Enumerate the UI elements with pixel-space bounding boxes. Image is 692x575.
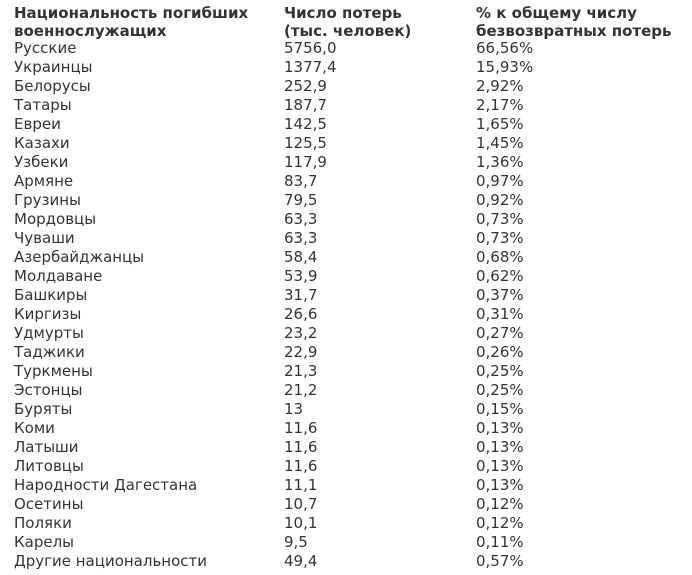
nationality-cell: Эстонцы [14,381,83,399]
nationality-cell: Грузины [14,191,81,209]
nationality-cell: Туркмены [14,362,93,380]
losses-cell: 10,7 [284,495,318,513]
nationality-cell: Удмурты [14,324,84,342]
percent-cell: 0,73% [476,229,524,247]
losses-cell: 53,9 [284,267,318,285]
percent-cell: 1,36% [476,153,524,171]
percent-cell: 0,25% [476,362,524,380]
table-body [0,39,692,571]
percent-cell: 0,12% [476,514,524,532]
losses-cell: 83,7 [284,172,318,190]
losses-cell: 142,5 [284,115,327,133]
table-row [0,39,692,58]
table-row [0,172,692,191]
nationality-cell: Чуваши [14,229,75,247]
header-losses [284,4,411,40]
percent-cell: 0,27% [476,324,524,342]
percent-cell: 66,56% [476,39,534,57]
table-row [0,153,692,172]
percent-cell: 0,15% [476,400,524,418]
nationality-cell: Армяне [14,172,74,190]
losses-cell: 11,6 [284,419,318,437]
losses-cell: 49,4 [284,552,318,570]
percent-cell: 0,13% [476,457,524,475]
losses-cell: 11,1 [284,476,318,494]
percent-cell: 1,45% [476,134,524,152]
table-row [0,210,692,229]
header-nationality-line-2: военнослужащих [14,22,167,40]
header-nationality [14,4,248,40]
losses-cell: 11,6 [284,438,318,456]
table-row [0,457,692,476]
percent-cell: 0,31% [476,305,524,323]
percent-cell: 0,11% [476,533,524,551]
losses-cell: 187,7 [284,96,327,114]
table-row [0,438,692,457]
percent-cell: 2,17% [476,96,524,114]
nationality-cell: Мордовцы [14,210,97,228]
table-row [0,362,692,381]
nationality-cell: Казахи [14,134,70,152]
table-row [0,267,692,286]
table-row [0,381,692,400]
table-row [0,115,692,134]
losses-cell: 9,5 [284,533,308,551]
losses-cell: 79,5 [284,191,318,209]
table-row [0,514,692,533]
table-row [0,96,692,115]
nationality-cell: Карелы [14,533,75,551]
table-row [0,476,692,495]
nationality-cell: Осетины [14,495,84,513]
percent-cell: 0,73% [476,210,524,228]
percent-cell: 0,62% [476,267,524,285]
losses-cell: 26,6 [284,305,318,323]
losses-cell: 63,3 [284,210,318,228]
percent-cell: 0,13% [476,419,524,437]
table-row [0,286,692,305]
losses-cell: 13 [284,400,304,418]
nationality-cell: Латыши [14,438,79,456]
table-row [0,400,692,419]
losses-cell: 252,9 [284,77,327,95]
losses-cell: 58,4 [284,248,318,266]
losses-cell: 11,6 [284,457,318,475]
table-row [0,77,692,96]
nationality-cell: Башкиры [14,286,88,304]
table-row [0,533,692,552]
losses-cell: 31,7 [284,286,318,304]
nationality-cell: Другие национальности [14,552,208,570]
losses-cell: 21,3 [284,362,318,380]
nationality-cell: Украинцы [14,58,93,76]
nationality-cell: Таджики [14,343,85,361]
table-row [0,343,692,362]
percent-cell: 0,12% [476,495,524,513]
table-row [0,229,692,248]
percent-cell: 0,25% [476,381,524,399]
losses-cell: 21,2 [284,381,318,399]
table-row [0,58,692,77]
table-row [0,324,692,343]
table-row [0,419,692,438]
losses-cell: 5756,0 [284,39,337,57]
header-losses-line-1: Число потерь [284,4,402,22]
header-nationality-line-1: Национальность погибших [14,4,249,22]
table-row [0,305,692,324]
header-percent-line-1: % к общему числу [476,4,637,22]
header-percent-line-2: безвозвратных потерь [476,22,672,40]
nationality-cell: Татары [14,96,72,114]
percent-cell: 0,97% [476,172,524,190]
table-row [0,552,692,571]
table-row [0,134,692,153]
percent-cell: 2,92% [476,77,524,95]
nationality-cell: Народности Дагестана [14,476,198,494]
percent-cell: 0,37% [476,286,524,304]
nationality-cell: Евреи [14,115,61,133]
percent-cell: 15,93% [476,58,534,76]
nationality-cell: Молдаване [14,267,103,285]
header-losses-line-2: (тыс. человек) [284,22,412,40]
nationality-cell: Азербайджанцы [14,248,145,266]
losses-cell: 1377,4 [284,58,337,76]
nationality-cell: Русские [14,39,77,57]
nationality-cell: Литовцы [14,457,84,475]
nationality-cell: Коми [14,419,55,437]
percent-cell: 0,92% [476,191,524,209]
nationality-cell: Поляки [14,514,72,532]
losses-cell: 117,9 [284,153,327,171]
percent-cell: 0,57% [476,552,524,570]
nationality-cell: Буряты [14,400,73,418]
percent-cell: 0,68% [476,248,524,266]
percent-cell: 0,13% [476,438,524,456]
losses-cell: 23,2 [284,324,318,342]
table-row [0,248,692,267]
nationality-cell: Узбеки [14,153,69,171]
table-row [0,495,692,514]
losses-cell: 63,3 [284,229,318,247]
percent-cell: 0,13% [476,476,524,494]
header-percent [476,4,672,40]
percent-cell: 0,26% [476,343,524,361]
table-row [0,191,692,210]
percent-cell: 1,65% [476,115,524,133]
losses-cell: 125,5 [284,134,327,152]
losses-cell: 22,9 [284,343,318,361]
nationality-cell: Киргизы [14,305,82,323]
losses-cell: 10,1 [284,514,318,532]
nationality-cell: Белорусы [14,77,91,95]
